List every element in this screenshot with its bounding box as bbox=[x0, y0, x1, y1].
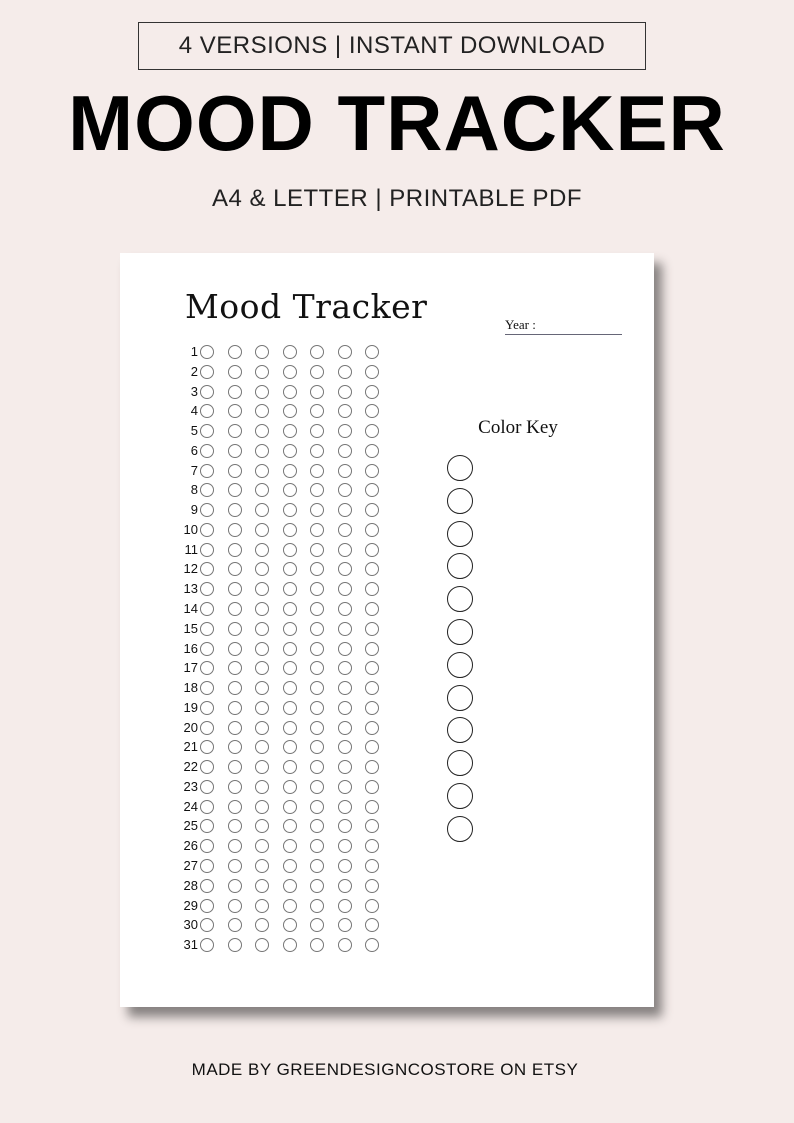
day-number: 9 bbox=[190, 502, 198, 518]
mood-circle bbox=[228, 899, 242, 913]
mood-circle bbox=[255, 622, 269, 636]
mood-circle bbox=[200, 701, 214, 715]
mood-circle bbox=[283, 483, 297, 497]
day-number: 13 bbox=[183, 581, 198, 597]
mood-circle bbox=[310, 918, 324, 932]
mood-circle bbox=[200, 899, 214, 913]
mood-circle bbox=[338, 681, 352, 695]
mood-circle bbox=[283, 464, 297, 478]
mood-circle bbox=[228, 740, 242, 754]
mood-circle bbox=[310, 800, 324, 814]
mood-circle bbox=[200, 543, 214, 557]
mood-circle bbox=[228, 859, 242, 873]
mood-circle bbox=[255, 543, 269, 557]
mood-circle bbox=[310, 404, 324, 418]
mood-circle bbox=[283, 681, 297, 695]
mood-circle bbox=[255, 365, 269, 379]
mood-circle bbox=[283, 404, 297, 418]
mood-circle bbox=[310, 661, 324, 675]
mood-circle bbox=[200, 503, 214, 517]
mood-circle bbox=[283, 918, 297, 932]
mood-circle bbox=[255, 424, 269, 438]
mood-circle bbox=[365, 562, 379, 576]
mood-tracker-sheet bbox=[120, 253, 654, 1007]
day-number: 25 bbox=[183, 818, 198, 834]
color-key-circle bbox=[447, 455, 473, 481]
mood-circle bbox=[283, 721, 297, 735]
mood-circle bbox=[255, 681, 269, 695]
mood-circle bbox=[228, 661, 242, 675]
mood-circle bbox=[365, 918, 379, 932]
mood-circle bbox=[255, 404, 269, 418]
mood-circle bbox=[228, 819, 242, 833]
mood-circle bbox=[310, 562, 324, 576]
mood-circle bbox=[365, 365, 379, 379]
mood-circle bbox=[338, 622, 352, 636]
mood-circle bbox=[338, 444, 352, 458]
mood-circle bbox=[255, 345, 269, 359]
day-number: 31 bbox=[183, 937, 198, 953]
mood-circle bbox=[310, 444, 324, 458]
day-number: 21 bbox=[183, 739, 198, 755]
day-number: 29 bbox=[183, 897, 198, 913]
mood-circle bbox=[338, 464, 352, 478]
mood-circle bbox=[200, 385, 214, 399]
mood-circle bbox=[283, 839, 297, 853]
mood-circle bbox=[200, 622, 214, 636]
color-key-circle bbox=[447, 783, 473, 809]
headline: MOOD TRACKER bbox=[68, 79, 726, 167]
mood-circle bbox=[365, 701, 379, 715]
mood-circle bbox=[310, 483, 324, 497]
mood-circle bbox=[283, 819, 297, 833]
mood-circle bbox=[310, 503, 324, 517]
day-number: 1 bbox=[190, 344, 198, 359]
mood-circle bbox=[228, 424, 242, 438]
mood-circle bbox=[365, 642, 379, 656]
mood-circle bbox=[283, 661, 297, 675]
mood-circle bbox=[255, 760, 269, 774]
mood-circle bbox=[200, 938, 214, 952]
mood-circle bbox=[200, 642, 214, 656]
mood-circle bbox=[310, 681, 324, 695]
mood-circle bbox=[200, 859, 214, 873]
mood-circle bbox=[365, 404, 379, 418]
mood-circle bbox=[338, 602, 352, 616]
year-field: Year : bbox=[505, 317, 622, 335]
mood-circle bbox=[228, 444, 242, 458]
color-key-title: Color Key bbox=[478, 417, 558, 438]
day-number: 19 bbox=[183, 699, 198, 715]
mood-circle bbox=[338, 562, 352, 576]
mood-circle bbox=[338, 859, 352, 873]
mood-circle bbox=[255, 780, 269, 794]
mood-circle bbox=[310, 938, 324, 952]
day-number: 20 bbox=[183, 719, 198, 735]
mood-circle bbox=[338, 879, 352, 893]
mood-circle bbox=[255, 444, 269, 458]
mood-circle bbox=[310, 602, 324, 616]
mood-circle bbox=[228, 938, 242, 952]
mood-circle bbox=[365, 681, 379, 695]
mood-circle bbox=[200, 444, 214, 458]
mood-circle bbox=[310, 523, 324, 537]
mood-circle bbox=[338, 642, 352, 656]
mood-circle bbox=[310, 385, 324, 399]
mood-circle bbox=[338, 404, 352, 418]
mood-circle bbox=[365, 740, 379, 754]
mood-circle bbox=[200, 404, 214, 418]
mood-circle bbox=[365, 760, 379, 774]
mood-circle bbox=[310, 365, 324, 379]
mood-circle bbox=[200, 800, 214, 814]
mood-circle bbox=[228, 642, 242, 656]
mood-circle bbox=[200, 464, 214, 478]
mood-circle bbox=[255, 800, 269, 814]
mood-circle bbox=[338, 523, 352, 537]
day-number: 3 bbox=[190, 383, 198, 399]
mood-circle bbox=[255, 642, 269, 656]
mood-circle bbox=[338, 740, 352, 754]
mood-circle bbox=[255, 582, 269, 596]
mood-circle bbox=[338, 543, 352, 557]
mood-circle bbox=[228, 780, 242, 794]
mood-circle bbox=[310, 721, 324, 735]
day-number: 10 bbox=[183, 521, 198, 537]
mood-circle bbox=[338, 899, 352, 913]
mood-circle bbox=[338, 918, 352, 932]
day-number: 5 bbox=[190, 423, 198, 439]
day-number: 12 bbox=[183, 561, 198, 577]
mood-circle bbox=[228, 404, 242, 418]
mood-circle bbox=[255, 721, 269, 735]
mood-circle bbox=[365, 899, 379, 913]
mood-circle bbox=[365, 859, 379, 873]
mood-circle bbox=[283, 385, 297, 399]
mood-circle bbox=[200, 918, 214, 932]
mood-circle bbox=[310, 345, 324, 359]
mood-circle bbox=[283, 562, 297, 576]
mood-circle bbox=[310, 622, 324, 636]
mood-circle bbox=[255, 602, 269, 616]
color-key-circle bbox=[447, 685, 473, 711]
mood-circle bbox=[283, 879, 297, 893]
mood-circle bbox=[255, 562, 269, 576]
mood-circle bbox=[310, 780, 324, 794]
mood-circle bbox=[228, 582, 242, 596]
day-number: 22 bbox=[183, 759, 198, 775]
mood-circle bbox=[310, 464, 324, 478]
mood-circle bbox=[365, 938, 379, 952]
mood-circle bbox=[228, 543, 242, 557]
mood-circle bbox=[283, 899, 297, 913]
mood-circle bbox=[200, 780, 214, 794]
mood-circle bbox=[338, 721, 352, 735]
mood-circle bbox=[283, 523, 297, 537]
mood-circle bbox=[365, 839, 379, 853]
mood-circle bbox=[255, 464, 269, 478]
mood-circle bbox=[365, 424, 379, 438]
mood-circle bbox=[200, 483, 214, 497]
mood-circle bbox=[283, 800, 297, 814]
mood-circle bbox=[255, 859, 269, 873]
mood-circle bbox=[283, 365, 297, 379]
mood-circle bbox=[283, 444, 297, 458]
mood-circle bbox=[365, 523, 379, 537]
mood-circle bbox=[228, 701, 242, 715]
mood-circle bbox=[365, 345, 379, 359]
mood-circle bbox=[228, 523, 242, 537]
day-number: 27 bbox=[183, 858, 198, 874]
mood-circle bbox=[365, 543, 379, 557]
mood-circle bbox=[365, 385, 379, 399]
mood-circle bbox=[255, 523, 269, 537]
mood-circle bbox=[310, 642, 324, 656]
mood-circle bbox=[365, 661, 379, 675]
mood-circle bbox=[200, 661, 214, 675]
mood-circle bbox=[365, 819, 379, 833]
day-number: 16 bbox=[183, 640, 198, 656]
day-number: 14 bbox=[183, 601, 198, 616]
color-key-circle bbox=[447, 717, 473, 743]
color-key-circle bbox=[447, 553, 473, 579]
mood-circle bbox=[200, 345, 214, 359]
mood-circle bbox=[200, 879, 214, 893]
day-number: 6 bbox=[190, 442, 198, 458]
mood-circle bbox=[365, 503, 379, 517]
day-number: 24 bbox=[183, 798, 198, 814]
mood-circle bbox=[200, 424, 214, 438]
mood-circle bbox=[338, 345, 352, 359]
mood-circle bbox=[310, 899, 324, 913]
mood-circle bbox=[310, 879, 324, 893]
mood-circle bbox=[365, 622, 379, 636]
day-number: 26 bbox=[183, 838, 198, 854]
mood-circle bbox=[283, 582, 297, 596]
mood-circle bbox=[255, 819, 269, 833]
mood-circle bbox=[255, 938, 269, 952]
mood-circle bbox=[228, 365, 242, 379]
day-number: 2 bbox=[190, 363, 198, 379]
mood-circle bbox=[283, 859, 297, 873]
mood-circle bbox=[283, 424, 297, 438]
mood-circle bbox=[283, 345, 297, 359]
mood-circle bbox=[228, 503, 242, 517]
mood-circle bbox=[228, 721, 242, 735]
mood-circle bbox=[338, 582, 352, 596]
mood-circle bbox=[255, 661, 269, 675]
mood-circle bbox=[283, 938, 297, 952]
mood-circle bbox=[283, 602, 297, 616]
mood-circle bbox=[228, 622, 242, 636]
mood-circle bbox=[283, 503, 297, 517]
mood-circle bbox=[255, 879, 269, 893]
mood-circle bbox=[310, 839, 324, 853]
mood-circle bbox=[255, 839, 269, 853]
color-key-circle bbox=[447, 619, 473, 645]
mood-circle bbox=[255, 503, 269, 517]
mood-circle bbox=[365, 602, 379, 616]
mood-circle bbox=[200, 365, 214, 379]
versions-banner: 4 VERSIONS | INSTANT DOWNLOAD bbox=[138, 22, 646, 70]
mood-circle bbox=[283, 543, 297, 557]
color-key-circle bbox=[447, 750, 473, 776]
mood-circle bbox=[283, 760, 297, 774]
mood-circle bbox=[228, 345, 242, 359]
day-number: 23 bbox=[183, 778, 198, 794]
day-number: 4 bbox=[190, 403, 198, 419]
mood-circle bbox=[338, 760, 352, 774]
mood-circle bbox=[310, 582, 324, 596]
day-number: 18 bbox=[183, 680, 198, 696]
mood-circle bbox=[338, 780, 352, 794]
color-key-circle bbox=[447, 816, 473, 842]
mood-circle bbox=[365, 879, 379, 893]
mood-circle bbox=[338, 839, 352, 853]
mood-circle bbox=[310, 760, 324, 774]
mood-circle bbox=[365, 582, 379, 596]
mood-circle bbox=[283, 780, 297, 794]
mood-circle bbox=[255, 385, 269, 399]
day-number: 30 bbox=[183, 917, 198, 933]
mood-circle bbox=[365, 721, 379, 735]
mood-circle bbox=[338, 800, 352, 814]
footer-credit: MADE BY GREENDESIGNCOSTORE ON ETSY bbox=[191, 1060, 579, 1079]
mood-circle bbox=[228, 464, 242, 478]
mood-circle bbox=[255, 740, 269, 754]
mood-circle bbox=[228, 385, 242, 399]
mood-circle bbox=[200, 523, 214, 537]
mood-circle bbox=[365, 444, 379, 458]
mood-circle bbox=[228, 483, 242, 497]
mood-circle bbox=[228, 879, 242, 893]
mood-circle bbox=[255, 899, 269, 913]
mood-circle bbox=[338, 701, 352, 715]
mood-circle bbox=[228, 602, 242, 616]
mood-circle bbox=[200, 582, 214, 596]
color-key-circle bbox=[447, 521, 473, 547]
mood-circle bbox=[310, 424, 324, 438]
color-key-circle bbox=[447, 488, 473, 514]
day-number: 17 bbox=[183, 660, 198, 676]
day-number: 8 bbox=[190, 482, 198, 498]
day-number: 11 bbox=[184, 541, 198, 557]
mood-circle bbox=[200, 740, 214, 754]
sheet-title: Mood Tracker bbox=[185, 287, 428, 326]
day-number: 7 bbox=[190, 462, 198, 478]
mood-circle bbox=[365, 464, 379, 478]
mood-circle bbox=[283, 701, 297, 715]
mood-circle bbox=[365, 780, 379, 794]
mood-circle bbox=[283, 642, 297, 656]
mood-circle bbox=[338, 483, 352, 497]
mood-circle bbox=[338, 503, 352, 517]
mood-circle bbox=[255, 918, 269, 932]
mood-circle bbox=[338, 938, 352, 952]
mood-circle bbox=[338, 819, 352, 833]
color-key-circle bbox=[447, 652, 473, 678]
mood-circle bbox=[365, 483, 379, 497]
mood-circle bbox=[310, 740, 324, 754]
mood-circle bbox=[310, 701, 324, 715]
mood-circle bbox=[228, 562, 242, 576]
mood-circle bbox=[200, 819, 214, 833]
mood-circle bbox=[228, 800, 242, 814]
mood-circle bbox=[310, 819, 324, 833]
mood-circle bbox=[200, 602, 214, 616]
day-number: 15 bbox=[183, 620, 198, 636]
mood-circle bbox=[228, 681, 242, 695]
mood-circle bbox=[310, 859, 324, 873]
mood-circle bbox=[338, 385, 352, 399]
day-number: 28 bbox=[183, 877, 198, 893]
mood-circle bbox=[338, 661, 352, 675]
mood-circle bbox=[200, 681, 214, 695]
mood-circle bbox=[255, 483, 269, 497]
mood-circle bbox=[200, 562, 214, 576]
mood-circle bbox=[283, 740, 297, 754]
mood-circle bbox=[228, 918, 242, 932]
mood-circle bbox=[310, 543, 324, 557]
mood-circle bbox=[338, 365, 352, 379]
mood-circle bbox=[200, 721, 214, 735]
mood-circle bbox=[283, 622, 297, 636]
mood-circle bbox=[228, 839, 242, 853]
mood-circle bbox=[365, 800, 379, 814]
subtitle: A4 & LETTER | PRINTABLE PDF bbox=[211, 185, 583, 212]
mood-circle bbox=[255, 701, 269, 715]
mood-circle bbox=[200, 760, 214, 774]
mood-circle bbox=[200, 839, 214, 853]
mood-circle bbox=[338, 424, 352, 438]
mood-circle bbox=[228, 760, 242, 774]
color-key-circle bbox=[447, 586, 473, 612]
